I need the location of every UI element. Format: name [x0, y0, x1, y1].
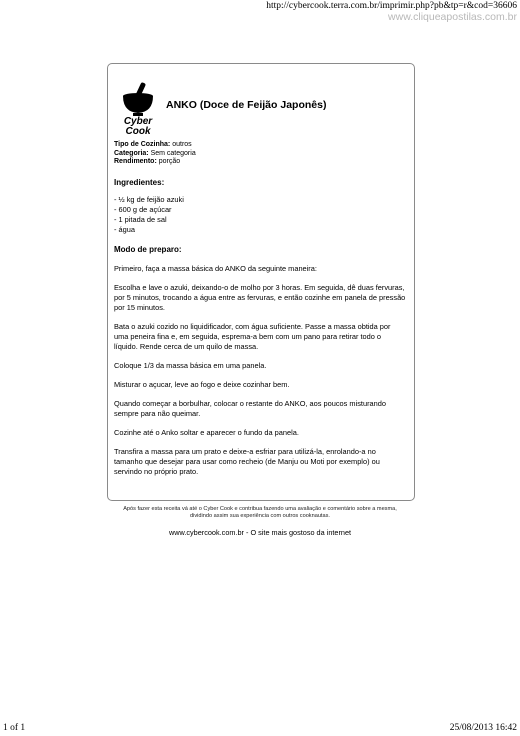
print-datetime: 25/08/2013 16:42 — [449, 723, 517, 733]
method-step: Coloque 1/3 da massa básica em uma panela. — [114, 361, 267, 370]
method-step: Primeiro, faça a massa básica do ANKO da seguinte maneira: — [114, 264, 317, 273]
ingredients-list — [114, 195, 184, 235]
method-steps — [114, 264, 406, 486]
ingredients-heading: Ingredientes: — [114, 178, 165, 187]
ingredient-item: - 600 g de açúcar — [114, 205, 172, 214]
method-step: Escolha e lave o azuki, deixando-o de molho por 3 horas. Em seguida, dê duas fervuras, por 5 minutos, trocando a água entre as fervuras, e então cozinhe em panela de pressão por 15 minutos. — [114, 283, 406, 312]
recipe-meta — [114, 141, 196, 167]
footer-note-line: Após fazer esta receita vá até o Cyber Cook e contribua fazendo uma avaliação e comentário sobre a mesma, — [123, 506, 397, 512]
ingredient-item: - água — [114, 225, 135, 234]
print-url: http://cybercook.terra.com.br/imprimir.php?pb&tp=r&cod=36606 — [266, 1, 517, 11]
logo-text-bottom: Cook — [125, 126, 151, 135]
meta-yield-value: porção — [158, 158, 181, 166]
method-step: Quando começar a borbulhar, colocar o restante do ANKO, aos poucos misturando sempre para não queimar. — [114, 399, 386, 418]
ingredient-item: - ½ kg de feijão azuki — [114, 195, 184, 204]
meta-yield — [114, 158, 196, 167]
ingredient-item: - 1 pitada de sal — [114, 215, 167, 224]
method-step: Transfira a massa para um prato e deixe-a esfriar para utilizá-la, enrolando-a no tamanho que desejar para usar como recheio (de Manju ou Moti por exemplo) ou servindo no próprio prato. — [114, 447, 380, 476]
meta-category-value: Sem categoria — [150, 149, 196, 157]
method-step: Misturar o açucar, leve ao fogo e deixe cozinhar bem. — [114, 380, 290, 389]
method-step: Cozinhe até o Anko soltar e aparecer o fundo da panela. — [114, 428, 299, 437]
meta-cuisine — [114, 141, 196, 150]
meta-category — [114, 150, 196, 159]
method-step: Bata o azuki cozido no liquidificador, com água suficiente. Passe a massa obtida por uma peneira fina e, em seguida, esprema-a bem com um pano para retirar todo o líquido. Rende cerca de um quilo de massa. — [114, 322, 391, 351]
meta-cuisine-value: outros — [172, 141, 192, 148]
watermark: www.cliqueapostilas.com.br — [388, 11, 517, 23]
meta-cuisine-label: Tipo de Cozinha: — [114, 141, 171, 148]
site-link[interactable]: www.cybercook.com.br - O site mais gostoso da internet — [168, 528, 352, 537]
footer-note — [90, 506, 430, 520]
cybercook-logo — [118, 80, 158, 135]
method-heading: Modo de preparo: — [114, 245, 182, 254]
page-number: 1 of 1 — [3, 723, 26, 733]
meta-category-label: Categoria: — [114, 149, 149, 157]
meta-yield-label: Rendimento: — [114, 158, 157, 166]
logo-text-top: Cyber — [123, 116, 153, 127]
recipe-title: ANKO (Doce de Feijão Japonês) — [166, 99, 327, 111]
footer-note-line: dividindo assim sua experiência com outros cooknautas. — [190, 513, 330, 520]
